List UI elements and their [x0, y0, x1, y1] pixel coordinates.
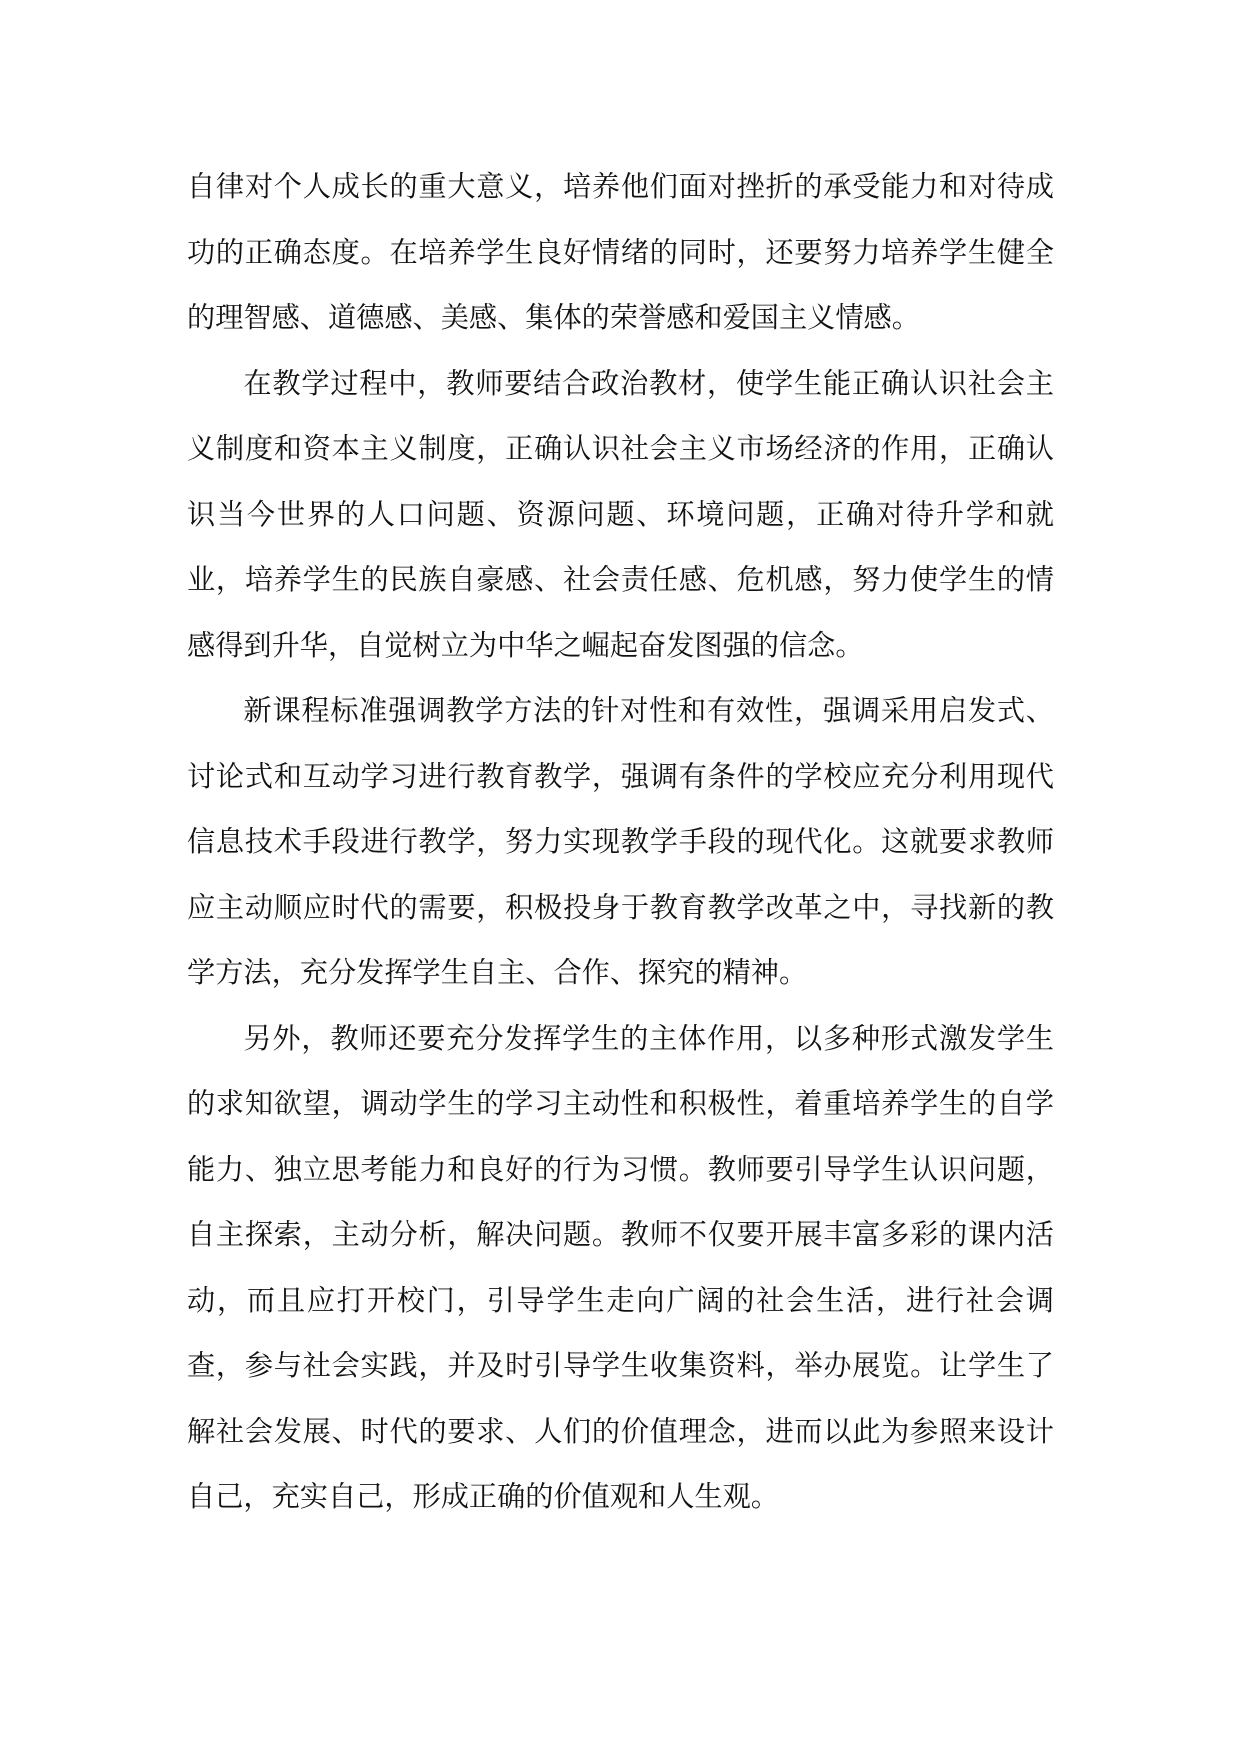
document-body — [187, 154, 1054, 1530]
paragraph-2: 在教学过程中，教师要结合政治教材，使学生能正确认识社会主义制度和资本主义制度，正确认识社会主义市场经济的作用，正确认识当今世界的人口问题、资源问题、环境问题，正确对待升学和就业，培养学生的民族自豪感、社会责任感、危机感，努力使学生的情感得到升华，自觉树立为中华之崛起奋发图强的信念。 — [187, 366, 1054, 662]
paragraph-3: 新课程标准强调教学方法的针对性和有效性，强调采用启发式、讨论式和互动学习进行教育教学，强调有条件的学校应充分利用现代信息技术手段进行教学，努力实现教学手段的现代化。这就要求教师应主动顺应时代的需要，积极投身于教育教学改革之中，寻找新的教学方法，充分发挥学生自主、合作、探究的精神。 — [187, 694, 1054, 989]
paragraph-4: 另外，教师还要充分发挥学生的主体作用，以多种形式激发学生的求知欲望，调动学生的学习主动性和积极性，着重培养学生的自学能力、独立思考能力和良好的行为习惯。教师要引导学生认识问题，自主探索，主动分析，解决问题。教师不仅要开展丰富多彩的课内活动，而且应打开校门，引导学生走向广阔的社会生活，进行社会调查，参与社会实践，并及时引导学生收集资料，举办展览。让学生了解社会发展、时代的要求、人们的价值理念，进而以此为参照来设计自己，充实自己，形成正确的价值观和人生观。 — [187, 1021, 1054, 1513]
paragraph-1: 自律对个人成长的重大意义，培养他们面对挫折的承受能力和对待成功的正确态度。在培养学生良好情绪的同时，还要努力培养学生健全的理智感、道德感、美感、集体的荣誉感和爱国主义情感。 — [187, 170, 1054, 334]
